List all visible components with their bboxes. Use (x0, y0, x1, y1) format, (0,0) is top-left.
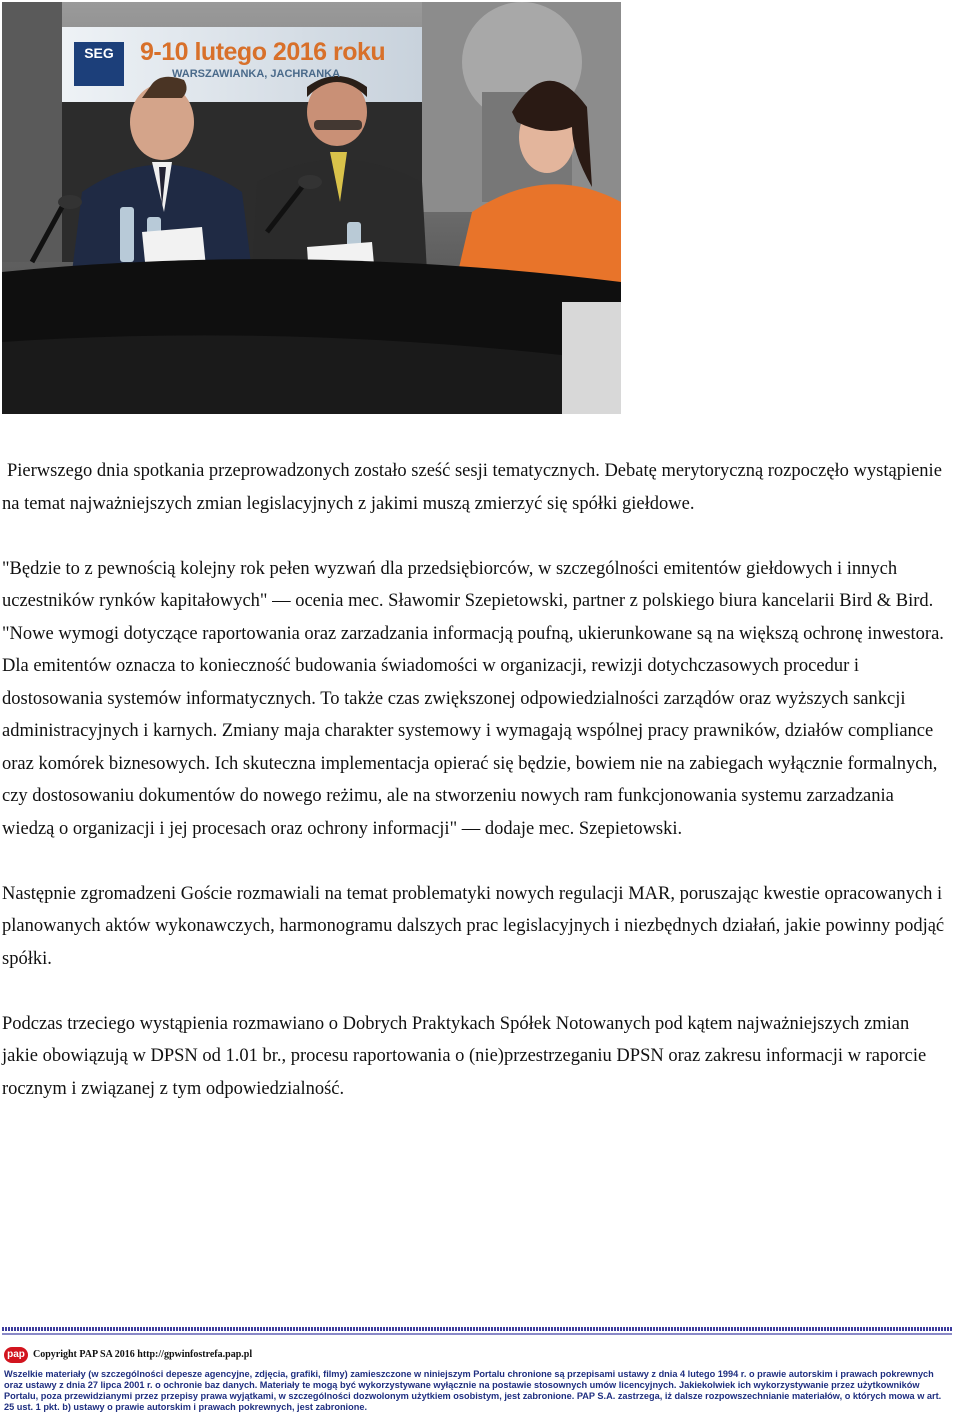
footer-divider (2, 1327, 952, 1331)
article-paragraph-4: Podczas trzeciego wystąpienia rozmawiano o Dobrych Praktykach Spółek Notowanych pod kątem najważniejszych zmian jakie obowiązują w DPSN od 1.01 br., procesu raportowania o (nie)przestrzeganiu DPSN oraz zakresu informacji w raporcie rocznym i związanej z tym odpowiedzialność. (2, 1013, 927, 1099)
article-paragraph-2: "Będzie to z pewnością kolejny rok pełen wyzwań dla przedsiębiorców, w szczególności emitentów giełdowych i innych uczestników rynków kapitałowych" — ocenia mec. Sławomir Szepietowski, partner z polskiego biura kancelarii Bird & Bird. "Nowe wymogi dotyczące raportowania oraz zarzadzania informacją poufną, ukierunkowane są na większą ochronę inwestora. Dla emitentów oznacza to konieczność budowania świadomości w organizacji, rewizji dotychczasowych procedur i dostosowania systemów informatycznych. To także czas zwiększonej odpowiedzialności zarządów oraz wyższych sankcji administracyjnych i karnych. Zmiany maja charakter systemowy i wymagają wspólnej pracy prawników, działów compliance oraz komórek biznesowych. Ich skuteczna implementacja opierać się będzie, bowiem nie na zabiegach wyłącznie formalnych, czy dostosowaniu dokumentów do nowego reżimu, ale na stworzeniu nowych ram funkcjonowania systemu zarzadzania wiedzą o organizacji i jej procesach oraz ochrony informacji" — dodaje mec. Szepietowski. (2, 558, 944, 839)
banner-date-text: 9-10 lutego 2016 roku (140, 38, 386, 66)
banner-venue-text: WARSZAWIANKA, JACHRANKA (172, 68, 341, 80)
pap-logo: pap (4, 1347, 28, 1363)
article-paragraph-3: Następnie zgromadzeni Goście rozmawiali na temat problematyki nowych regulacji MAR, poruszając kwestie opracowanych i planowanych aktów wykonawczych, harmonogramu dalszych prac legislacyjnych i niezbędnych działań, jakie powinny podjąć spółki. (2, 883, 945, 969)
seg-logo: SEG (74, 42, 124, 86)
article-photo (2, 2, 621, 414)
copyright-line: Copyright PAP SA 2016 http://gpwinfostrefa.pap.pl (33, 1349, 253, 1360)
article-paragraph-1: Pierwszego dnia spotkania przeprowadzonych zostało sześć sesji tematycznych. Debatę merytoryczną rozpoczęło wystąpienie na temat najważniejszych zmian legislacyjnych z jakimi muszą zmierzyć się spółki giełdowe. (2, 461, 942, 514)
footer-divider-secondary (2, 1333, 952, 1335)
legal-notice: Wszelkie materiały (w szczególności depesze agencyjne, zdjęcia, grafiki, filmy) zamieszczone w niniejszym Portalu chronione są przepisami ustawy z dnia 4 lutego 1994 r. o prawie autorskim i prawach pokrewnych oraz ustawy z dnia 27 lipca 2001 r. o ochronie baz danych. Materiały te mogą być wykorzystywane wyłącznie na postawie stosownych umów licencyjnych. Jakiekolwiek ich wykorzystywanie przez użytkowników Portalu, poza przewidzianymi przez przepisy prawa wyjątkami, w szczególności dozwolonym użytkiem osobistym, jest zabronione. PAP S.A. zastrzega, iż dalsze rozpowszechnianie materiałów, o których mowa w art. 25 ust. 1 pkt. b) ustawy o prawie autorskim i prawach pokrewnych, jest zabronione. (4, 1369, 942, 1412)
article-body (2, 455, 947, 1138)
